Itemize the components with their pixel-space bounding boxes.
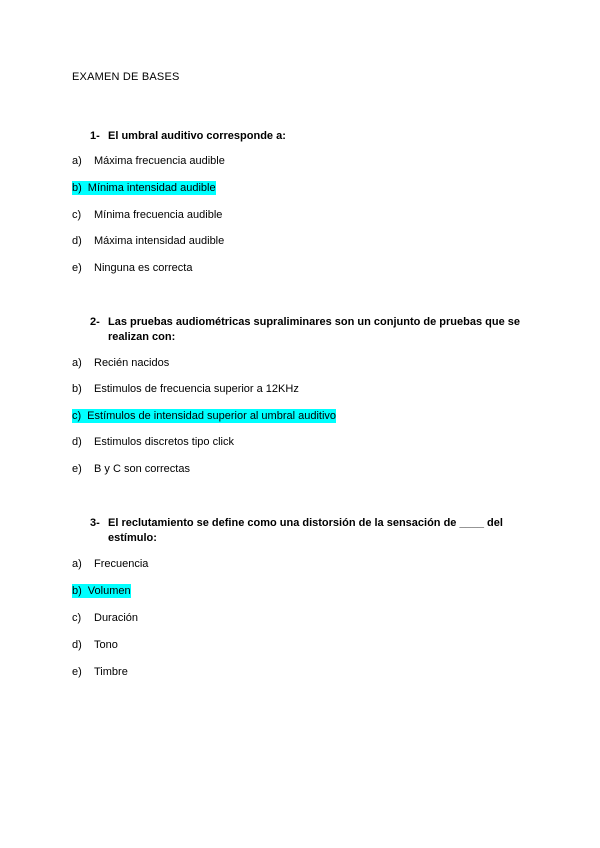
option-letter: d) <box>72 639 82 651</box>
answer-option <box>72 462 190 476</box>
question-number: 2- <box>90 316 100 328</box>
option-text: Máxima frecuencia audible <box>94 155 225 167</box>
option-letter: d) <box>72 436 82 448</box>
answer-option <box>72 638 118 652</box>
option-text: Estimulos discretos tipo click <box>94 436 234 448</box>
option-text: Mínima frecuencia audible <box>94 209 223 221</box>
question-2 <box>0 315 600 345</box>
option-letter: d) <box>72 235 82 247</box>
option-text: Recién nacidos <box>94 357 170 369</box>
option-letter: b) <box>72 182 82 194</box>
option-letter: b) <box>72 585 82 597</box>
answer-option <box>72 234 224 248</box>
option-letter: a) <box>72 357 82 369</box>
option-letter: a) <box>72 155 82 167</box>
question-text: El umbral auditivo corresponde a: <box>108 130 286 142</box>
option-letter: e) <box>72 262 82 274</box>
question-text: El reclutamiento se define como una distorsión de la sensación de ____ del estímulo: <box>108 517 503 544</box>
question-header <box>0 129 600 144</box>
option-letter: e) <box>72 666 82 678</box>
option-text: Volumen <box>87 585 131 597</box>
option-letter: a) <box>72 558 82 570</box>
answer-option <box>72 611 138 625</box>
answer-option <box>72 261 192 275</box>
answer-option-highlighted <box>72 584 131 598</box>
question-1 <box>0 129 600 144</box>
question-header <box>0 516 600 546</box>
answer-option <box>72 435 234 449</box>
answer-option <box>72 154 225 168</box>
option-text: Máxima intensidad audible <box>94 235 225 247</box>
option-text: B y C son correctas <box>94 463 190 475</box>
option-letter: b) <box>72 383 82 395</box>
answer-option <box>72 382 299 396</box>
option-text: Frecuencia <box>94 558 149 570</box>
answer-option <box>72 356 169 370</box>
question-number: 3- <box>90 517 100 529</box>
option-text: Estimulos de frecuencia superior a 12KHz <box>94 383 299 395</box>
option-text: Timbre <box>94 666 128 678</box>
answer-option <box>72 665 128 679</box>
option-text: Ninguna es correcta <box>94 262 193 274</box>
option-text: Tono <box>94 639 118 651</box>
question-header <box>0 315 600 345</box>
answer-option-highlighted <box>72 181 216 195</box>
answer-option <box>72 557 148 571</box>
option-letter: c) <box>72 612 82 624</box>
question-3 <box>0 516 600 546</box>
question-text: Las pruebas audiométricas supraliminares son un conjunto de pruebas que se realizan con: <box>108 316 520 343</box>
option-text: Estímulos de intensidad superior al umbral auditivo <box>87 410 337 422</box>
option-letter: c) <box>72 209 82 221</box>
option-letter: e) <box>72 463 82 475</box>
option-letter: c) <box>72 410 82 422</box>
document-title: EXAMEN DE BASES <box>72 71 180 83</box>
option-text: Mínima intensidad audible <box>87 182 216 194</box>
option-text: Duración <box>94 612 139 624</box>
question-number: 1- <box>90 130 100 142</box>
answer-option-highlighted <box>72 409 336 423</box>
answer-option <box>72 208 222 222</box>
